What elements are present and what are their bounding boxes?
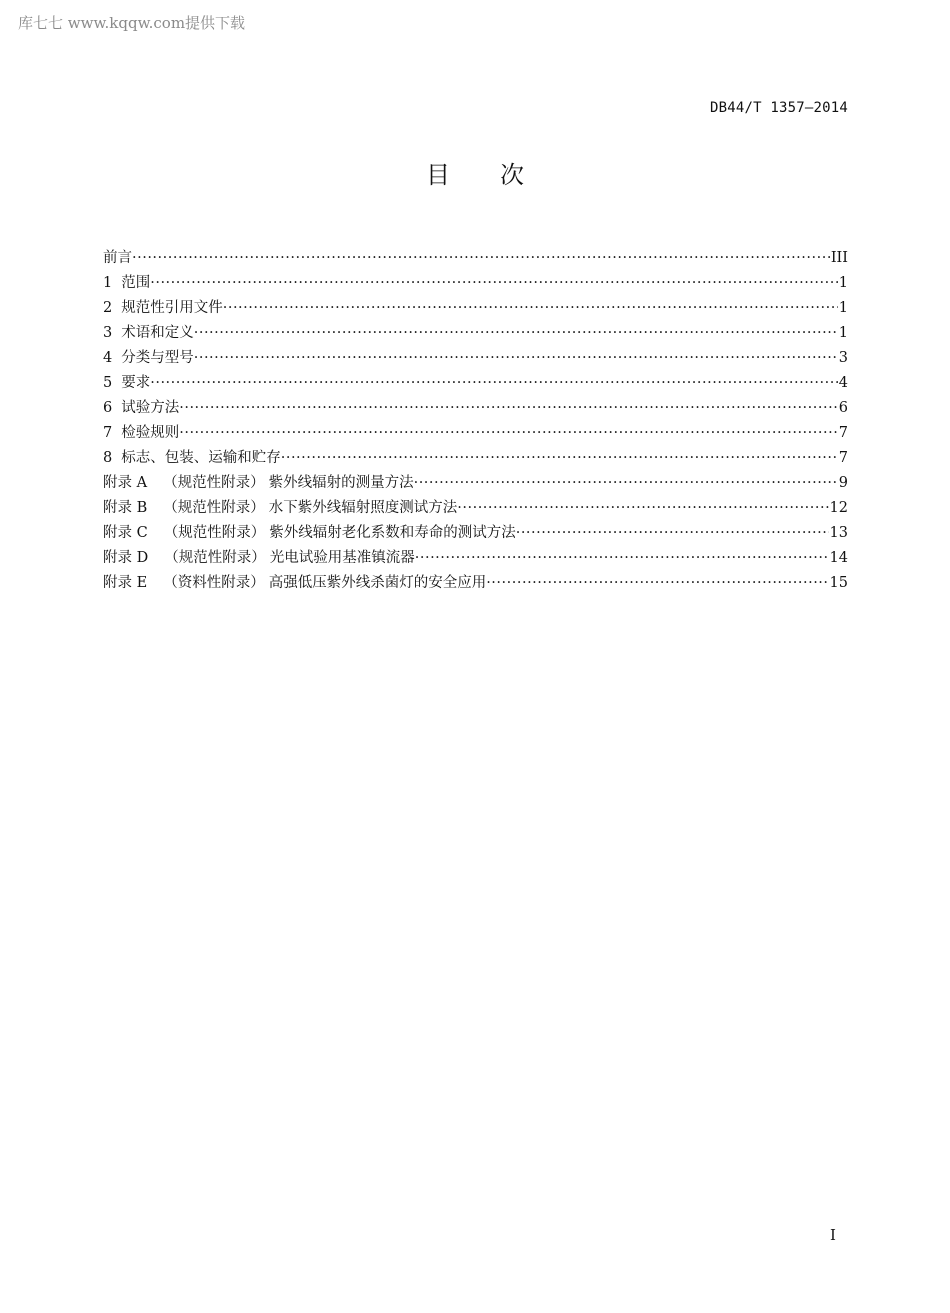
toc-appendix-kind: （规范性附录） [163,500,265,516]
toc-entry-2[interactable] [103,296,848,321]
toc-appendix-label: 附录 A [103,475,148,491]
toc-leader-dots [150,371,838,396]
toc-leader-dots [194,321,838,346]
toc-entry-appendix-a[interactable] [103,471,848,496]
toc-entry-8[interactable] [103,446,848,471]
toc-entry-title: 分类与型号 [121,350,194,366]
toc-appendix-kind: （规范性附录） [164,550,266,566]
toc-entry-7[interactable] [103,421,848,446]
toc-entry-title: 试验方法 [121,400,180,416]
toc-entry-number: 6 [103,400,113,416]
toc-entry-4[interactable] [103,346,848,371]
toc-title: 目次 [426,161,574,189]
toc-entry-appendix-c[interactable] [103,521,848,546]
toc-entry-number: 5 [103,375,113,391]
toc-entry-title: 标志、包装、运输和贮存 [121,450,281,466]
toc-entry-title: 光电试验用基准镇流器 [269,550,415,566]
toc-entry-title: 范围 [121,275,151,291]
toc-leader-dots [486,571,828,596]
toc-entry-appendix-e[interactable] [103,571,848,596]
toc-entry-page: 1 [838,300,848,316]
table-of-contents [103,246,848,596]
toc-entry-page: 9 [838,475,848,491]
toc-entry-page: 4 [838,375,848,391]
toc-leader-dots [457,496,828,521]
toc-leader-dots [150,271,838,296]
toc-entry-5[interactable] [103,371,848,396]
toc-appendix-kind: （规范性附录） [163,475,265,491]
toc-entry-page: 12 [829,500,848,516]
toc-entry-preface[interactable] [103,246,848,271]
toc-entry-title: 检验规则 [121,425,180,441]
toc-entry-title: 紫外线辐射的测量方法 [268,475,414,491]
toc-leader-dots [281,446,838,471]
toc-entry-page: 7 [838,425,848,441]
watermark: 库七七 www.kqqw.com提供下载 [18,14,246,32]
document-code: DB44/T 1357—2014 [709,100,848,116]
toc-leader-dots [415,546,829,571]
toc-entry-title: 前言 [103,250,132,266]
toc-entry-number: 8 [103,450,113,466]
toc-leader-dots [179,421,838,446]
toc-entry-page: 7 [838,450,848,466]
toc-appendix-label: 附录 E [103,575,148,591]
toc-entry-number: 1 [103,275,113,291]
toc-entry-appendix-b[interactable] [103,496,848,521]
toc-entry-number: 7 [103,425,113,441]
page-number: I [830,1226,836,1244]
toc-entry-title: 要求 [121,375,151,391]
toc-entry-number: 4 [103,350,113,366]
toc-entry-page: III [830,250,848,266]
toc-entry-title: 紫外线辐射老化系数和寿命的测试方法 [269,525,516,541]
toc-entry-1[interactable] [103,271,848,296]
toc-entry-page: 3 [838,350,848,366]
toc-entry-page: 1 [838,275,848,291]
toc-entry-number: 2 [103,300,113,316]
toc-entry-title: 水下紫外线辐射照度测试方法 [268,500,458,516]
toc-leader-dots [179,396,838,421]
toc-appendix-label: 附录 D [103,550,149,566]
toc-entry-number: 3 [103,325,113,341]
toc-entry-page: 1 [838,325,848,341]
toc-entry-page: 13 [829,525,848,541]
toc-entry-page: 14 [829,550,848,566]
toc-entry-title: 高强低压紫外线杀菌灯的安全应用 [268,575,487,591]
toc-entry-page: 6 [838,400,848,416]
toc-leader-dots [516,521,829,546]
toc-entry-appendix-d[interactable] [103,546,848,571]
toc-entry-6[interactable] [103,396,848,421]
toc-leader-dots [223,296,838,321]
toc-leader-dots [414,471,838,496]
toc-leader-dots [132,246,830,271]
toc-appendix-label: 附录 B [103,500,148,516]
toc-entry-title: 规范性引用文件 [121,300,223,316]
toc-leader-dots [194,346,838,371]
toc-entry-page: 15 [829,575,848,591]
toc-appendix-kind: （规范性附录） [163,525,266,541]
toc-entry-3[interactable] [103,321,848,346]
toc-appendix-label: 附录 C [103,525,148,541]
toc-entry-title: 术语和定义 [121,325,194,341]
toc-appendix-kind: （资料性附录） [163,575,265,591]
